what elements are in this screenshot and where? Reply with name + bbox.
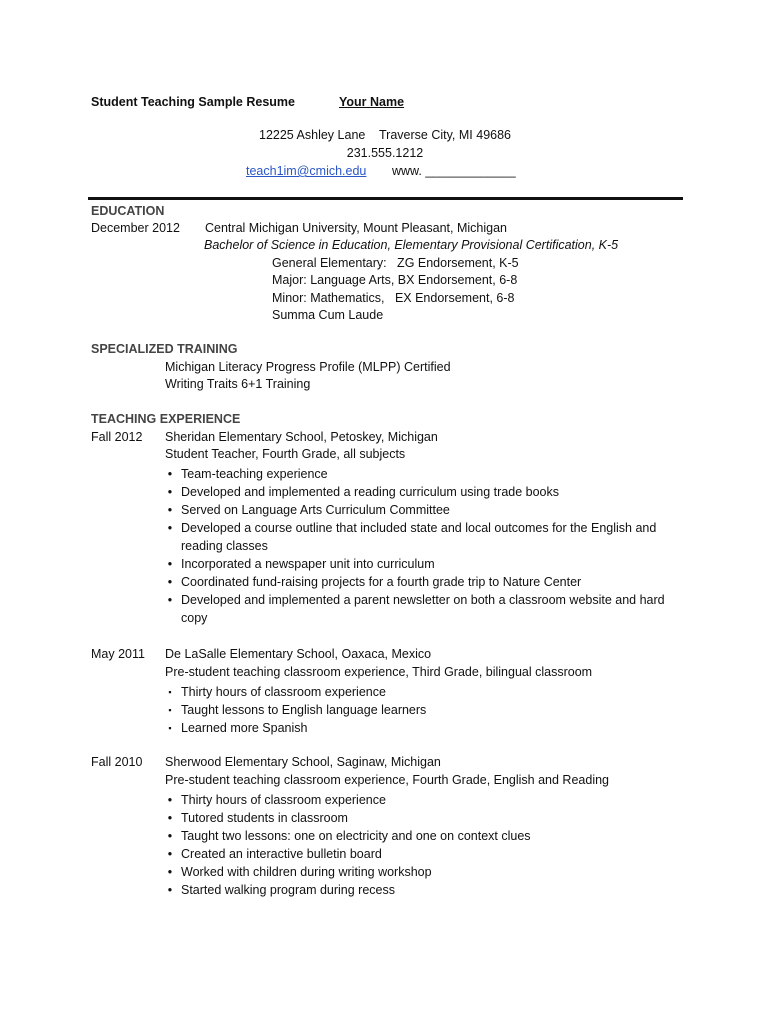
list-item: • Developed and implemented a reading curriculum using trade books	[167, 485, 559, 499]
list-item: ▪ Thirty hours of classroom experience	[168, 685, 386, 699]
list-item: • Coordinated fund-raising projects for a fourth grade trip to Nature Center	[167, 575, 582, 589]
list-item: • Tutored students in classroom	[167, 811, 348, 825]
training-heading: SPECIALIZED TRAINING	[91, 342, 238, 356]
email-link[interactable]: teach1im@cmich.edu	[246, 164, 367, 178]
list-item: • Started walking program during recess	[167, 883, 395, 897]
address-line: 12225 Ashley Lane Traverse City, MI 49686	[259, 128, 511, 142]
resume-title: Student Teaching Sample Resume	[91, 95, 295, 109]
education-degree: Bachelor of Science in Education, Elementary Provisional Certification, K-5	[204, 238, 619, 252]
header-divider	[88, 197, 683, 200]
list-item: • Created an interactive bulletin board	[167, 847, 382, 861]
list-item: • Taught two lessons: one on electricity and one on context clues	[167, 829, 531, 843]
list-item: • Developed a course outline that included state and local outcomes for the English and reading classes	[167, 521, 657, 553]
experience-role: Student Teacher, Fourth Grade, all subjects	[165, 447, 406, 461]
experience-date: Fall 2012	[91, 430, 143, 444]
education-date: December 2012	[91, 221, 180, 235]
education-heading: EDUCATION	[91, 204, 165, 218]
experience-role: Pre-student teaching classroom experience, Fourth Grade, English and Reading	[165, 773, 610, 787]
training-item: Writing Traits 6+1 Training	[165, 377, 311, 391]
experience-school: Sherwood Elementary School, Saginaw, Michigan	[165, 755, 441, 769]
phone-line: 231.555.1212	[346, 146, 424, 160]
list-item: ▪ Learned more Spanish	[168, 721, 308, 735]
education-detail: Summa Cum Laude	[272, 308, 384, 322]
list-item: • Thirty hours of classroom experience	[167, 793, 386, 807]
list-item: • Worked with children during writing workshop	[167, 865, 432, 879]
experience-date: Fall 2010	[91, 755, 143, 769]
experience-bullets	[163, 791, 683, 899]
education-school: Central Michigan University, Mount Pleasant, Michigan	[205, 221, 507, 235]
training-item: Michigan Literacy Progress Profile (MLPP) Certified	[165, 360, 451, 374]
experience-role: Pre-student teaching classroom experience, Third Grade, bilingual classroom	[165, 665, 593, 679]
education-detail: General Elementary: ZG Endorsement, K-5	[272, 256, 519, 270]
list-item: • Developed and implemented a parent newsletter on both a classroom website and hard copy	[167, 593, 665, 625]
experience-date: May 2011	[91, 647, 145, 661]
your-name: Your Name	[339, 95, 405, 109]
list-item: • Team-teaching experience	[167, 467, 328, 481]
experience-school: De LaSalle Elementary School, Oaxaca, Mexico	[165, 647, 432, 661]
education-detail: Major: Language Arts, BX Endorsement, 6-8	[272, 273, 518, 287]
education-detail: Minor: Mathematics, EX Endorsement, 6-8	[272, 291, 515, 305]
experience-school: Sheridan Elementary School, Petoskey, Michigan	[165, 430, 438, 444]
list-item: • Incorporated a newspaper unit into curriculum	[167, 557, 435, 571]
website-line: www. _____________	[392, 164, 516, 178]
experience-bullets	[163, 683, 683, 737]
experience-bullets	[163, 465, 683, 627]
list-item: • Served on Language Arts Curriculum Committee	[167, 503, 450, 517]
list-item: ▪ Taught lessons to English language learners	[168, 703, 427, 717]
experience-heading: TEACHING EXPERIENCE	[91, 412, 241, 426]
